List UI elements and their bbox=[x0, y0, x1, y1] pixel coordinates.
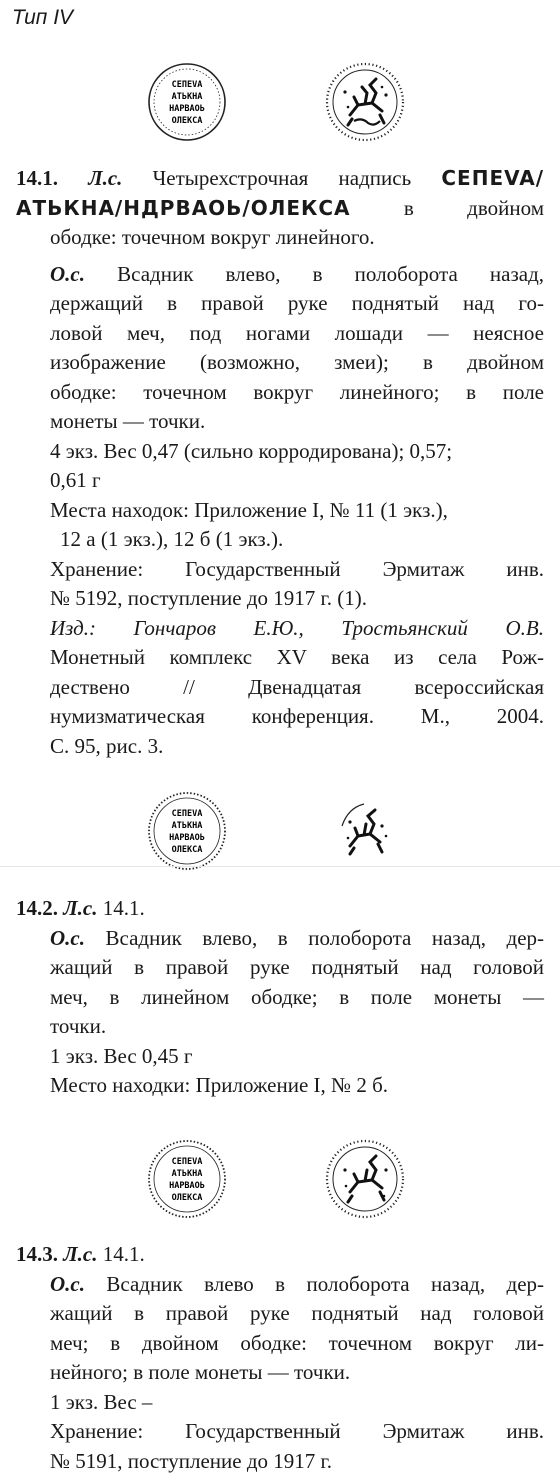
reverse-line-2: жащий в правой руке поднятый над головой bbox=[50, 1301, 544, 1325]
obverse-rim: ободке: точечном вокруг линейного. bbox=[50, 225, 375, 249]
obverse-reference: 14.1. bbox=[102, 896, 145, 920]
reverse-line-1: О.с. Всадник влево, в полоборота назад, bbox=[50, 261, 545, 286]
coin-images-14-2 bbox=[0, 786, 560, 876]
storage-line-1: Хранение: Государственный Эрмитаж инв. bbox=[50, 1419, 544, 1443]
coin-inscription-line-3: НАРВАОЬ bbox=[169, 833, 205, 843]
coin-inscription-line-1: СЕПЕVА bbox=[171, 80, 203, 90]
inscription-part-2: АТЬКНА/НДРВАОЬ/ОЛЕКСА bbox=[16, 195, 351, 220]
obverse-label: Л.с. bbox=[88, 166, 123, 190]
reverse-line-6: монеты — точки. bbox=[50, 409, 206, 433]
catalog-entry-14-3 bbox=[16, 1240, 544, 1476]
reverse-line-3: меч; в двойном ободке: точечном вокруг ли- bbox=[50, 1330, 544, 1355]
inscription-part-1: СЕПЕVA/ bbox=[441, 166, 545, 190]
storage-line-2: № 5191, поступление до 1917 г. bbox=[50, 1448, 333, 1473]
publication-label: Изд.: bbox=[50, 615, 96, 640]
coin-obverse-14-2 bbox=[142, 786, 232, 876]
coin-obverse-14-3 bbox=[142, 1134, 232, 1224]
coin-reverse-14-2 bbox=[320, 786, 410, 876]
coin-images-14-1 bbox=[0, 57, 560, 147]
specimens-line-1: 4 экз. Вес 0,47 (сильно корродирована); 0,57; bbox=[50, 438, 453, 463]
coin-inscription-line-1: СЕПЕVА bbox=[171, 809, 203, 819]
specimens-line: 1 экз. Вес 0,45 г bbox=[50, 1043, 193, 1068]
coin-inscription-line-1: СЕПЕVА bbox=[171, 1157, 203, 1167]
reverse-line-2: держащий в правой руке поднятый над го- bbox=[50, 291, 544, 315]
running-head: Тип IV bbox=[12, 6, 74, 29]
catalog-entry-14-1 bbox=[16, 164, 544, 761]
reverse-line-4: изображение (возможно, змеи); в двойном bbox=[50, 350, 544, 374]
publication-line-5: С. 95, рис. 3. bbox=[50, 733, 164, 758]
reverse-label: О.с. bbox=[50, 1271, 85, 1296]
reverse-line-5: ободке: точечном вокруг линейного; в поле bbox=[50, 379, 544, 404]
obverse-label: Л.с. bbox=[63, 896, 98, 920]
coin-inscription-line-2: АТЬКНА bbox=[171, 1169, 203, 1179]
inscription-line bbox=[16, 194, 544, 224]
specimens-line-2: 0,61 г bbox=[50, 468, 101, 492]
reverse-line-3: меч, в линейном ободке; в поле монеты — bbox=[50, 984, 544, 1009]
section-divider bbox=[0, 866, 560, 867]
storage-line-2: № 5192, поступление до 1917 г. (1). bbox=[50, 586, 368, 610]
reverse-block bbox=[16, 924, 544, 1101]
entry-number: 14.2. bbox=[16, 896, 58, 920]
specimens-line: 1 экз. Вес – bbox=[50, 1389, 153, 1414]
reverse-line-1: О.с. Всадник влево в полоборота назад, дер- bbox=[50, 1271, 545, 1296]
coin-reverse-14-3 bbox=[320, 1134, 410, 1224]
storage-line-1: Хранение: Государственный Эрмитаж инв. bbox=[50, 556, 544, 581]
entry-heading bbox=[16, 894, 544, 924]
publication-authors: Гончаров Е.Ю., Тростьянский О.В. bbox=[133, 615, 544, 640]
findspot-line: Место находки: Приложение I, № 2 б. bbox=[50, 1073, 388, 1097]
reverse-line-1: О.с. Всадник влево, в полоборота назад, дер- bbox=[50, 925, 545, 950]
coin-inscription-line-3: НАРВАОЬ bbox=[169, 1181, 205, 1191]
entry-heading bbox=[16, 164, 544, 194]
findspots-line-2: 12 а (1 экз.), 12 б (1 экз.). bbox=[60, 527, 284, 551]
publication-line-4: нумизматическая конференция. М., 2004. bbox=[50, 704, 544, 728]
coin-inscription-line-4: ОЛЕКСА bbox=[171, 1193, 203, 1203]
reverse-line-3: ловой меч, под ногами лошади — неясное bbox=[50, 320, 544, 345]
reverse-line-4: точки. bbox=[50, 1014, 107, 1038]
coin-images-14-3 bbox=[0, 1134, 560, 1224]
findspots-line-1: Места находок: Приложение I, № 11 (1 экз.), bbox=[50, 497, 448, 522]
publication-line-3: дествено // Двенадцатая всероссийская bbox=[50, 674, 544, 699]
coin-inscription-line-4: ОЛЕКСА bbox=[171, 116, 203, 126]
publication-line-2: Монетный комплекс XV века из села Рож- bbox=[50, 645, 544, 669]
entry-number: 14.3. bbox=[16, 1242, 58, 1266]
publication-line-1 bbox=[50, 614, 544, 644]
reverse-line-4: нейного; в поле монеты — точки. bbox=[50, 1360, 351, 1384]
coin-inscription-line-2: АТЬКНА bbox=[171, 821, 203, 831]
coin-inscription-line-2: АТЬКНА bbox=[171, 92, 203, 102]
reverse-label: О.с. bbox=[50, 261, 85, 286]
coin-inscription-line-4: ОЛЕКСА bbox=[171, 845, 203, 855]
obverse-description-cont: в двойном bbox=[403, 195, 544, 220]
reverse-label: О.с. bbox=[50, 925, 85, 950]
entry-heading bbox=[16, 1240, 544, 1270]
reverse-block bbox=[16, 260, 544, 762]
coin-obverse-14-1 bbox=[142, 57, 232, 147]
reverse-block bbox=[16, 1270, 544, 1477]
coin-reverse-14-1 bbox=[320, 57, 410, 147]
coin-inscription-line-3: НАРВАОЬ bbox=[169, 104, 205, 114]
obverse-reference: 14.1. bbox=[102, 1242, 145, 1266]
obverse-label: Л.с. bbox=[63, 1242, 98, 1266]
reverse-line-2: жащий в правой руке поднятый над головой bbox=[50, 955, 544, 979]
entry-number: 14.1. bbox=[16, 166, 58, 190]
obverse-description: Четырехстрочная надпись bbox=[152, 166, 412, 190]
catalog-entry-14-2 bbox=[16, 894, 544, 1101]
